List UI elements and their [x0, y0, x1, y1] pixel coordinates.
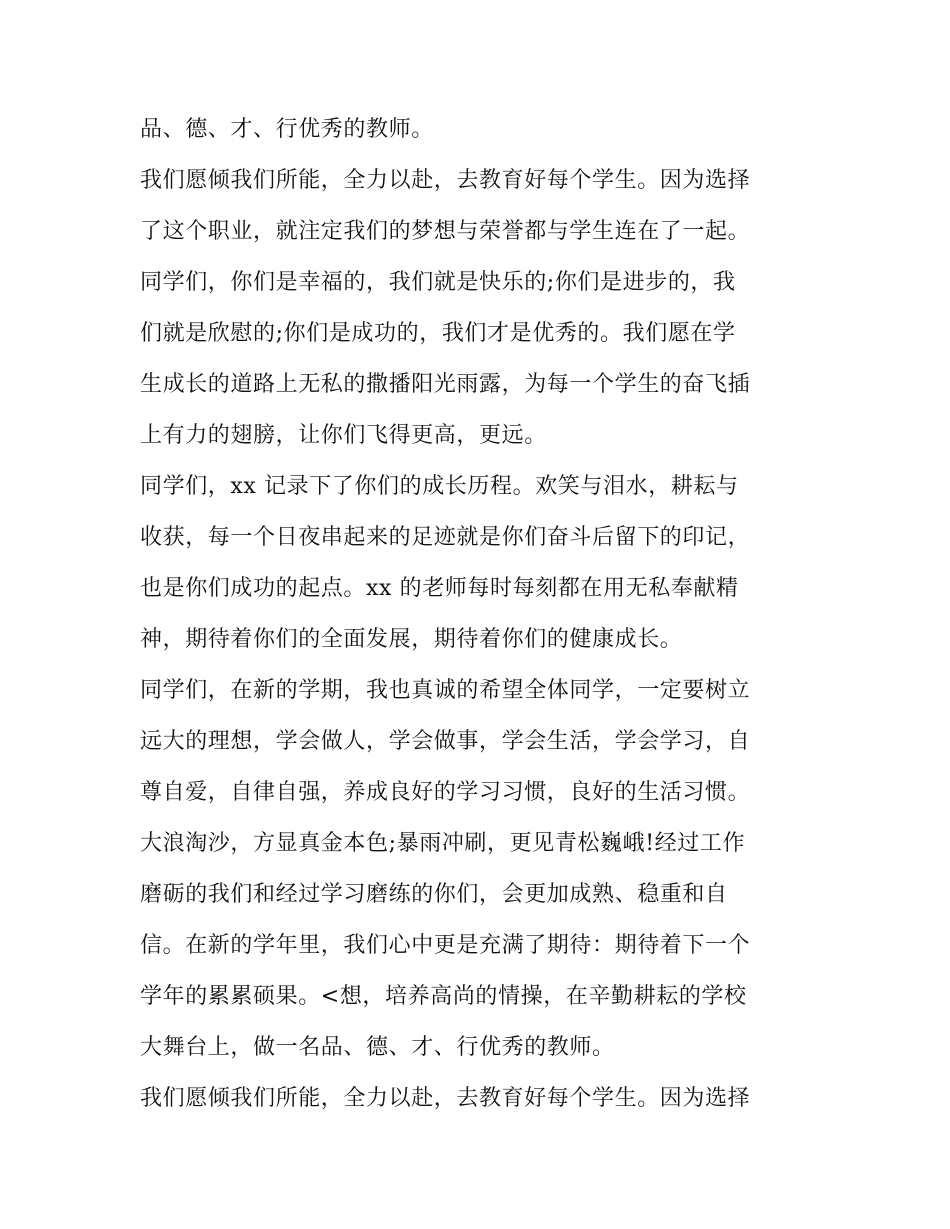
text-line: 信。在新的学年里，我们心中更是充满了期待：期待着下一个 — [140, 933, 751, 958]
text-line: 生成长的道路上无私的撒播阳光雨露，为每一个学生的奋飞插 — [140, 372, 751, 397]
text-line: 磨砺的我们和经过学习磨练的你们，会更加成熟、稳重和自 — [140, 882, 728, 907]
text-line: 学年的累累硕果。<想，培养高尚的情操，在辛勤耕耘的学校 — [140, 984, 747, 1009]
text-line: 了这个职业，就注定我们的梦想与荣誉都与学生连在了一起。 — [140, 219, 751, 244]
text-line: 我们愿倾我们所能，全力以赴，去教育好每个学生。因为选择 — [140, 1086, 751, 1111]
text-line: 也是你们成功的起点。xx 的老师每时每刻都在用无私奉献精 — [140, 576, 739, 601]
text-line: 大舞台上，做一名品、德、才、行优秀的教师。 — [140, 1035, 615, 1060]
text-line: 收获，每一个日夜串起来的足迹就是你们奋斗后留下的印记， — [140, 525, 751, 550]
text-line: 同学们，在新的学期，我也真诚的希望全体同学，一定要树立 — [140, 678, 751, 703]
text-line: 同学们，你们是幸福的，我们就是快乐的;你们是进步的，我 — [140, 270, 736, 295]
text-line: 大浪淘沙，方显真金本色;暴雨冲刷，更见青松巍峨!经过工作 — [140, 831, 746, 856]
text-line: 神，期待着你们的全面发展，期待着你们的健康成长。 — [140, 627, 683, 652]
text-line: 尊自爱，自律自强，养成良好的学习习惯，良好的生活习惯。 — [140, 780, 751, 805]
text-line: 品、德、才、行优秀的教师。 — [140, 117, 434, 142]
text-line: 远大的理想，学会做人，学会做事，学会生活，学会学习，自 — [140, 729, 751, 754]
text-line: 同学们，xx 记录下了你们的成长历程。欢笑与泪水，耕耘与 — [140, 474, 739, 499]
body-text — [140, 104, 820, 1124]
text-line: 上有力的翅膀，让你们飞得更高，更远。 — [140, 423, 547, 448]
text-line: 我们愿倾我们所能，全力以赴，去教育好每个学生。因为选择 — [140, 168, 751, 193]
text-line: 们就是欣慰的;你们是成功的，我们才是优秀的。我们愿在学 — [140, 321, 736, 346]
